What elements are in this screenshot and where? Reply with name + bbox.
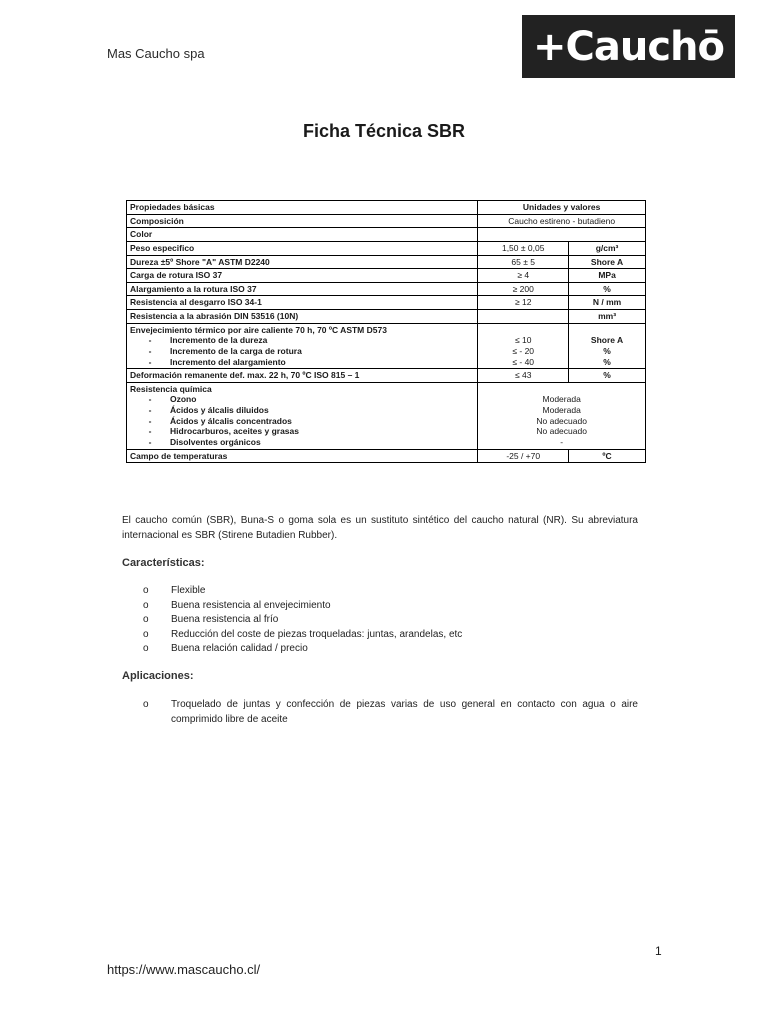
property-label: Alargamiento a la rotura ISO 37	[127, 282, 478, 296]
table-row	[127, 269, 646, 283]
property-value: ≤ - 40	[512, 356, 535, 367]
property-unit: mm³	[569, 310, 646, 324]
property-value: Moderada	[542, 405, 581, 415]
document-title: Ficha Técnica SBR	[302, 121, 466, 141]
table-row	[127, 296, 646, 310]
table-row	[127, 201, 646, 215]
table-row	[127, 382, 646, 449]
property-unit: g/cm³	[569, 241, 646, 255]
property-value	[478, 228, 646, 242]
property-value: -	[560, 436, 564, 447]
property-unit: %	[603, 345, 611, 356]
characteristics-list	[143, 584, 638, 657]
bullet-circle-icon: o	[143, 699, 149, 710]
property-label: Resistencia al desgarro ISO 34-1	[127, 296, 478, 310]
property-unit: %	[569, 369, 646, 383]
characteristics-heading: Características:	[122, 557, 205, 569]
applications-list	[143, 698, 638, 727]
table-row	[127, 255, 646, 269]
property-value: ≥ 200	[478, 282, 569, 296]
property-value	[478, 310, 569, 324]
property-value: -25 / +70	[478, 449, 569, 463]
table-row	[127, 449, 646, 463]
sub-property: - Incremento de la dureza	[148, 335, 268, 346]
property-value: ≥ 4	[478, 269, 569, 283]
company-name: Mas Caucho spa	[107, 46, 205, 61]
sub-property: - Ozono	[148, 394, 197, 405]
bullet-circle-icon: o	[143, 599, 149, 611]
property-unit: MPa	[569, 269, 646, 283]
table-row	[127, 369, 646, 383]
bullet-circle-icon: o	[143, 585, 149, 596]
sub-property: - Ácidos y álcalis diluidos	[148, 405, 269, 415]
property-value: Moderada	[542, 394, 581, 405]
property-label: Resistencia a la abrasión DIN 53516 (10N)	[127, 310, 478, 324]
property-unit: Shore A	[590, 335, 624, 346]
sub-property: - Hidrocarburos, aceites y grasas	[148, 426, 299, 437]
property-label: Campo de temperaturas	[127, 449, 478, 463]
property-label: Dureza ±5º Shore "A" ASTM D2240	[127, 255, 478, 269]
property-label: Peso especifico	[127, 241, 478, 255]
table-row	[127, 241, 646, 255]
sub-property: - Incremento del alargamiento	[148, 356, 286, 367]
property-value: ≤ 10	[514, 335, 532, 346]
bullet-circle-icon: o	[143, 643, 149, 654]
property-unit: ºC	[569, 449, 646, 463]
sub-property: - Incremento de la carga de rotura	[148, 345, 302, 356]
sub-property: - Disolventes orgánicos	[148, 436, 261, 447]
property-label: Propiedades básicas	[127, 201, 478, 215]
property-value: ≤ 43	[478, 369, 569, 383]
table-row	[127, 323, 646, 369]
table-row	[127, 282, 646, 296]
property-value: No adecuado	[536, 415, 587, 426]
property-value: Caucho estireno - butadieno	[478, 214, 646, 228]
property-label: Resistencia química	[130, 383, 212, 394]
property-label: Composición	[127, 214, 478, 228]
property-value: Unidades y valores	[478, 201, 646, 215]
bullet-circle-icon: o	[143, 628, 149, 640]
spec-table	[126, 200, 646, 463]
list-item: o Reducción del coste de piezas troqueladas: juntas, arandelas, etc	[143, 628, 638, 643]
property-unit: %	[569, 282, 646, 296]
table-row	[127, 310, 646, 324]
table-row	[127, 214, 646, 228]
property-unit: Shore A	[569, 255, 646, 269]
property-value: ≤ - 20	[512, 345, 535, 356]
bullet-circle-icon: o	[143, 614, 149, 625]
list-item: o Buena resistencia al frío	[143, 613, 638, 628]
intro-paragraph: El caucho común (SBR), Buna-S o goma sola es un sustituto sintético del caucho natural (NR). Su abreviatura internacional es SBR (Stirene Butadien Rubber).	[122, 515, 638, 541]
list-item: o Buena relación calidad / precio	[143, 642, 638, 657]
property-value: 65 ± 5	[478, 255, 569, 269]
footer-url: https://www.mascaucho.cl/	[107, 962, 261, 977]
page-number: 1	[655, 944, 662, 958]
property-label: Deformación remanente def. max. 22 h, 70 ºC ISO 815 – 1	[127, 369, 478, 383]
list-item: o Flexible	[143, 584, 638, 599]
applications-heading: Aplicaciones:	[122, 670, 194, 682]
property-value: No adecuado	[536, 426, 587, 437]
property-unit: N / mm	[569, 296, 646, 310]
property-label: Carga de rotura ISO 37	[127, 269, 478, 283]
property-value: 1,50 ± 0,05	[478, 241, 569, 255]
sub-property: - Ácidos y álcalis concentrados	[148, 415, 292, 426]
property-unit: %	[603, 356, 611, 367]
table-row	[127, 228, 646, 242]
property-value: ≥ 12	[478, 296, 569, 310]
list-item: o Troquelado de juntas y confección de piezas varias de uso general en contacto con agua o aire comprimido libre de aceite	[143, 698, 638, 727]
list-item: o Buena resistencia al envejecimiento	[143, 599, 638, 614]
property-label: Envejecimiento térmico por aire caliente 70 h, 70 ºC ASTM D573	[130, 324, 387, 335]
property-label: Color	[127, 228, 478, 242]
brand-logo: +Cauchō	[522, 15, 735, 78]
